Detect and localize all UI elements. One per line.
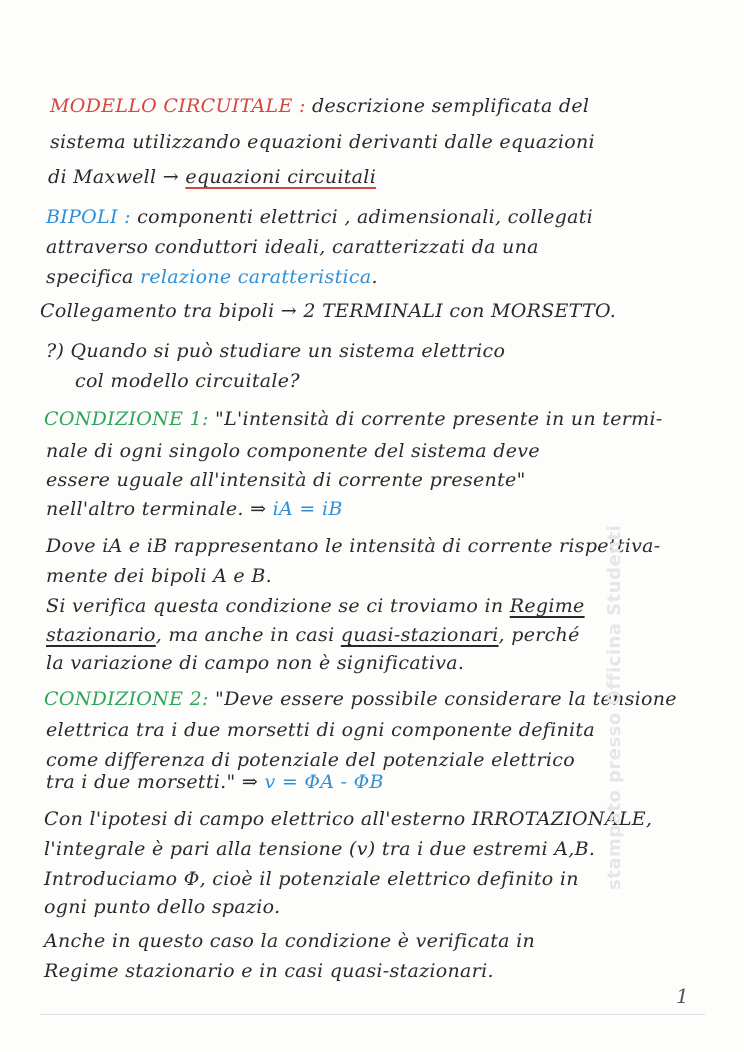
equazioni-circuitali-underlined: equazioni circuitali bbox=[185, 166, 377, 188]
stazionario-underlined: stazionario bbox=[46, 624, 156, 646]
line-20: elettrica tra i due morsetti di ogni componente definita bbox=[46, 719, 595, 741]
line-10 bbox=[44, 408, 663, 430]
line-6 bbox=[46, 266, 378, 288]
line-27: Anche in questo caso la condizione è verificata in bbox=[44, 930, 536, 952]
line-22 bbox=[46, 771, 384, 793]
page-number: 1 bbox=[676, 984, 689, 1008]
line-3 bbox=[48, 166, 376, 188]
line-17 bbox=[46, 624, 580, 646]
line-3-text: di Maxwell → bbox=[48, 166, 179, 188]
line-17-mid: , ma anche in casi bbox=[155, 624, 335, 646]
line-10-text: "L'intensità di corrente presente in un termi- bbox=[215, 408, 663, 430]
line-7: Collegamento tra bipoli → 2 TERMINALI con MORSETTO. bbox=[40, 300, 617, 322]
line-4 bbox=[46, 206, 593, 228]
condizione-2-heading: CONDIZIONE 2: bbox=[44, 688, 209, 710]
bottom-divider bbox=[40, 1014, 705, 1015]
line-25: Introduciamo Φ, cioè il potenziale elettrico definito in bbox=[44, 868, 579, 890]
modello-circuitale-heading: MODELLO CIRCUITALE : bbox=[50, 95, 306, 117]
line-13-text: nell'altro terminale. ⇒ bbox=[46, 498, 267, 520]
line-28: Regime stazionario e in casi quasi-stazionari. bbox=[44, 960, 494, 982]
line-14: Dove iA e iB rappresentano le intensità di corrente rispettiva- bbox=[46, 535, 661, 557]
line-2: sistema utilizzando equazioni derivanti dalle equazioni bbox=[50, 131, 595, 153]
bipoli-heading: BIPOLI : bbox=[46, 206, 131, 228]
line-9: col modello circuitale? bbox=[75, 370, 300, 392]
formula-ia-ib: iA = iB bbox=[272, 498, 343, 520]
line-17-end: , perché bbox=[498, 624, 580, 646]
line-1-text: descrizione semplificata del bbox=[312, 95, 590, 117]
condizione-1-heading: CONDIZIONE 1: bbox=[44, 408, 209, 430]
line-15: mente dei bipoli A e B. bbox=[46, 565, 272, 587]
formula-v-phi: v = ΦA - ΦB bbox=[264, 771, 384, 793]
line-21: come differenza di potenziale del potenziale elettrico bbox=[46, 749, 575, 771]
line-11: nale di ogni singolo componente del sistema deve bbox=[46, 440, 540, 462]
line-16 bbox=[46, 595, 585, 617]
regime-underlined: Regime bbox=[509, 595, 585, 617]
line-1 bbox=[50, 95, 589, 117]
line-23: Con l'ipotesi di campo elettrico all'esterno IRROTAZIONALE, bbox=[44, 808, 653, 830]
line-16-text: Si verifica questa condizione se ci troviamo in bbox=[46, 595, 504, 617]
line-6-text: specifica bbox=[46, 266, 134, 288]
line-26: ogni punto dello spazio. bbox=[44, 896, 281, 918]
line-5: attraverso conduttori ideali, caratterizzati da una bbox=[46, 236, 539, 258]
line-19 bbox=[44, 688, 677, 710]
line-19-text: "Deve essere possibile considerare la tensione bbox=[215, 688, 677, 710]
quasi-stazionari-underlined: quasi-stazionari bbox=[340, 624, 499, 646]
line-18: la variazione di campo non è significativa. bbox=[46, 652, 465, 674]
line-8: ?) Quando si può studiare un sistema elettrico bbox=[46, 340, 506, 362]
line-24: l'integrale è pari alla tensione (v) tra i due estremi A,B. bbox=[44, 838, 596, 860]
watermark: stampato presso Officina Studenti bbox=[604, 524, 625, 890]
line-6-end: . bbox=[371, 266, 378, 288]
line-22-text: tra i due morsetti." ⇒ bbox=[46, 771, 259, 793]
line-4-text: componenti elettrici , adimensionali, collegati bbox=[137, 206, 594, 228]
line-12: essere uguale all'intensità di corrente presente" bbox=[46, 469, 526, 491]
line-13 bbox=[46, 498, 343, 520]
relazione-caratteristica-term: relazione caratteristica bbox=[140, 266, 372, 288]
